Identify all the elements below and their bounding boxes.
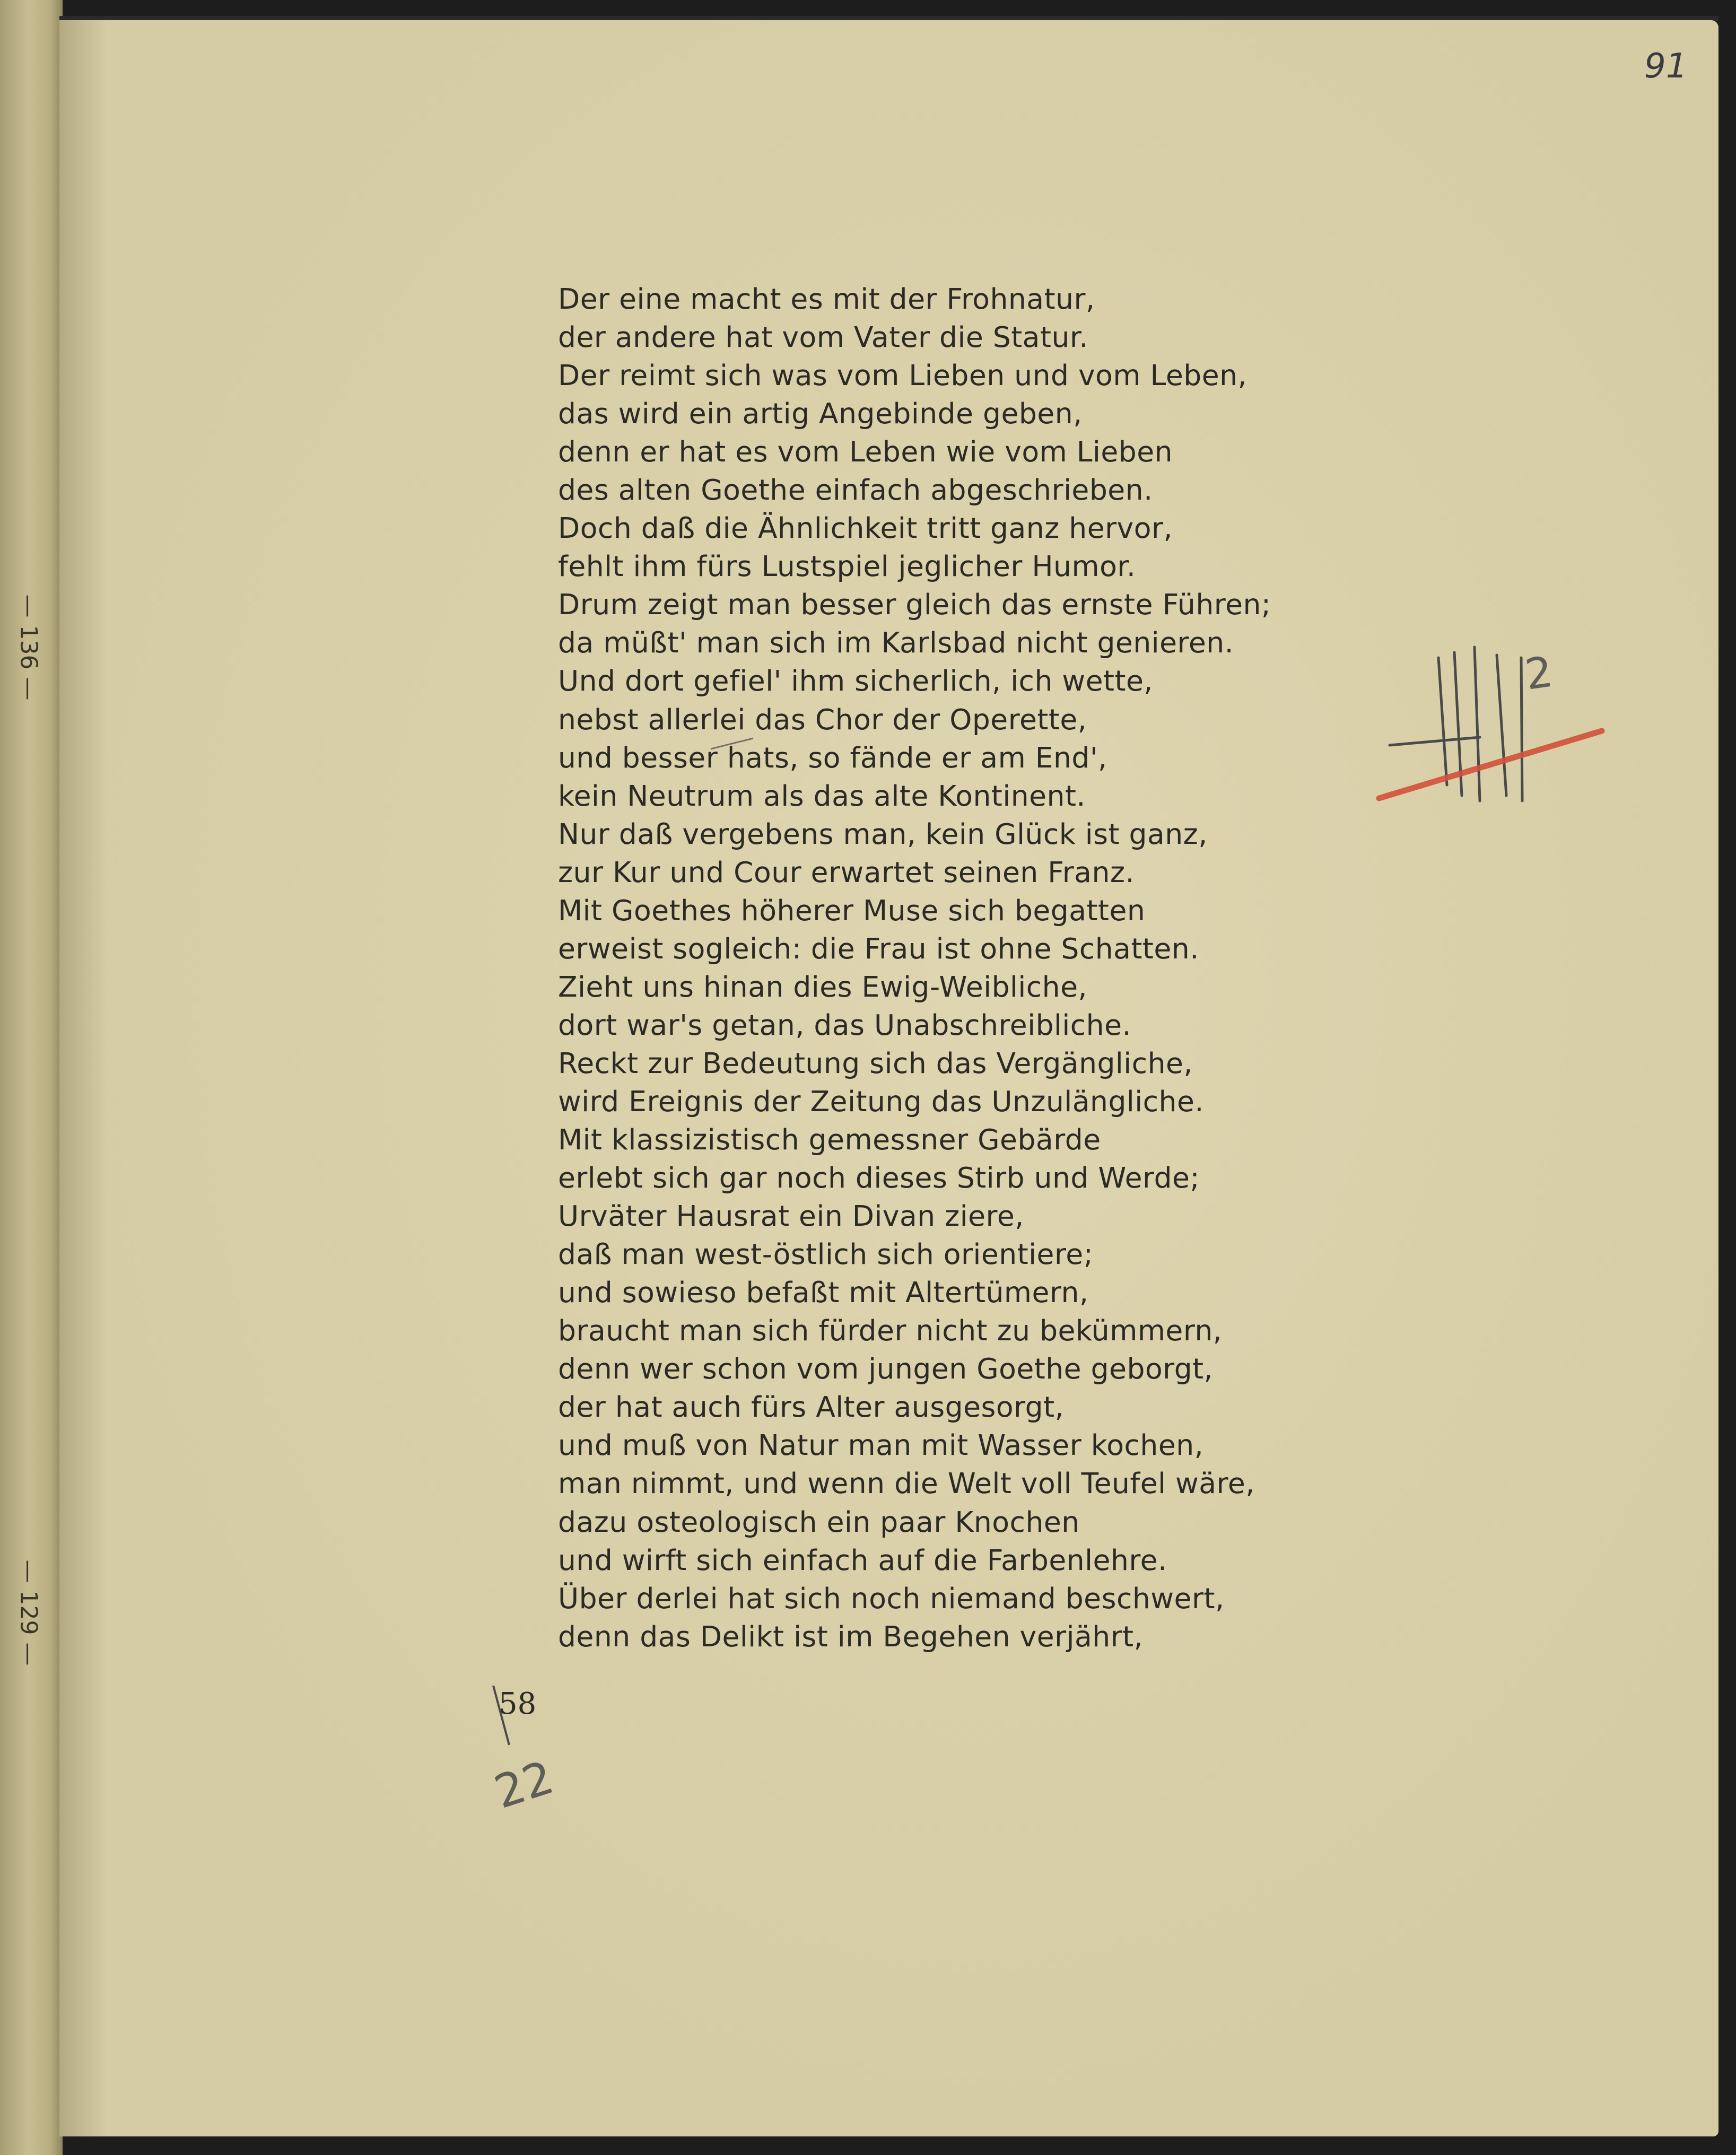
poem-line: Der reimt sich was vom Lieben und vom Leben, [558, 359, 1248, 392]
margin-page-reference-1 [15, 595, 42, 637]
poem-line: der andere hat vom Vater die Statur. [558, 320, 1088, 354]
poem-line: nebst allerlei das Chor der Operette, [558, 702, 1087, 736]
poem-line: denn das Delikt ist im Begehen verjährt, [558, 1619, 1144, 1653]
folio-number: 91 [1644, 47, 1688, 86]
poem-line: erlebt sich gar noch dieses Stirb und Werde; [558, 1161, 1200, 1195]
poem-line: und muß von Natur man mit Wasser kochen, [558, 1428, 1204, 1462]
pencil-note-right: 2 [1522, 647, 1556, 700]
margin-page-reference-2 [15, 1560, 42, 1602]
poem-line: denn er hat es vom Leben wie vom Lieben [558, 435, 1173, 469]
poem-line: Zieht uns hinan dies Ewig-Weibliche, [558, 970, 1088, 1004]
poem-line: da müßt' man sich im Karlsbad nicht genieren. [558, 626, 1234, 660]
poem-line: dazu osteologisch ein paar Knochen [558, 1505, 1080, 1539]
poem-line: Mit klassizistisch gemessner Gebärde [558, 1123, 1101, 1157]
poem-line: und wirft sich einfach auf die Farbenlehre. [558, 1543, 1167, 1577]
poem-line: denn wer schon vom jungen Goethe geborgt, [558, 1352, 1214, 1386]
poem-line: und sowieso befaßt mit Altertümern, [558, 1276, 1089, 1310]
poem-line: dort war's getan, das Unabschreibliche. [558, 1008, 1132, 1042]
pencil-note-bottom: 22 [488, 1751, 560, 1819]
poem-line: daß man west-östlich sich orientiere; [558, 1237, 1094, 1271]
poem-line: wird Ereignis der Zeitung das Unzulängliche. [558, 1084, 1204, 1118]
poem-line: man nimmt, und wenn die Welt voll Teufel wäre, [558, 1467, 1255, 1500]
poem-line: Urväter Hausrat ein Divan ziere, [558, 1199, 1024, 1233]
poem-line: Der eine macht es mit der Frohnatur, [558, 282, 1095, 316]
poem-line: fehlt ihm fürs Lustspiel jeglicher Humor. [558, 549, 1136, 583]
poem-line: Reckt zur Bedeutung sich das Vergängliche, [558, 1046, 1193, 1080]
poem-line: Nur daß vergebens man, kein Glück ist ganz, [558, 817, 1208, 851]
poem-line: erweist sogleich: die Frau ist ohne Schatten. [558, 931, 1199, 965]
poem-line: zur Kur und Cour erwartet seinen Franz. [558, 855, 1135, 889]
poem-line: Und dort gefiel' ihm sicherlich, ich wette, [558, 664, 1153, 698]
poem-line: das wird ein artig Angebinde geben, [558, 397, 1083, 431]
poem-line: Doch daß die Ähnlichkeit tritt ganz hervor, [558, 511, 1173, 545]
poem-text [558, 280, 1385, 1656]
previous-page-edge [0, 0, 63, 2155]
poem-line: Mit Goethes höherer Muse sich begatten [558, 893, 1146, 927]
poem-line: des alten Goethe einfach abgeschrieben. [558, 473, 1153, 507]
page-number: 58 [499, 1687, 537, 1721]
poem-line: Drum zeigt man besser gleich das ernste Führen; [558, 588, 1271, 622]
poem-line: braucht man sich fürder nicht zu bekümmern, [558, 1314, 1223, 1348]
poem-line: Über derlei hat sich noch niemand beschwert, [558, 1581, 1225, 1615]
poem-line: der hat auch fürs Alter ausgesorgt, [558, 1390, 1065, 1424]
poem-line: und besser hats, so fände er am End', [558, 740, 1107, 774]
poem-line: kein Neutrum als das alte Kontinent. [558, 779, 1086, 813]
